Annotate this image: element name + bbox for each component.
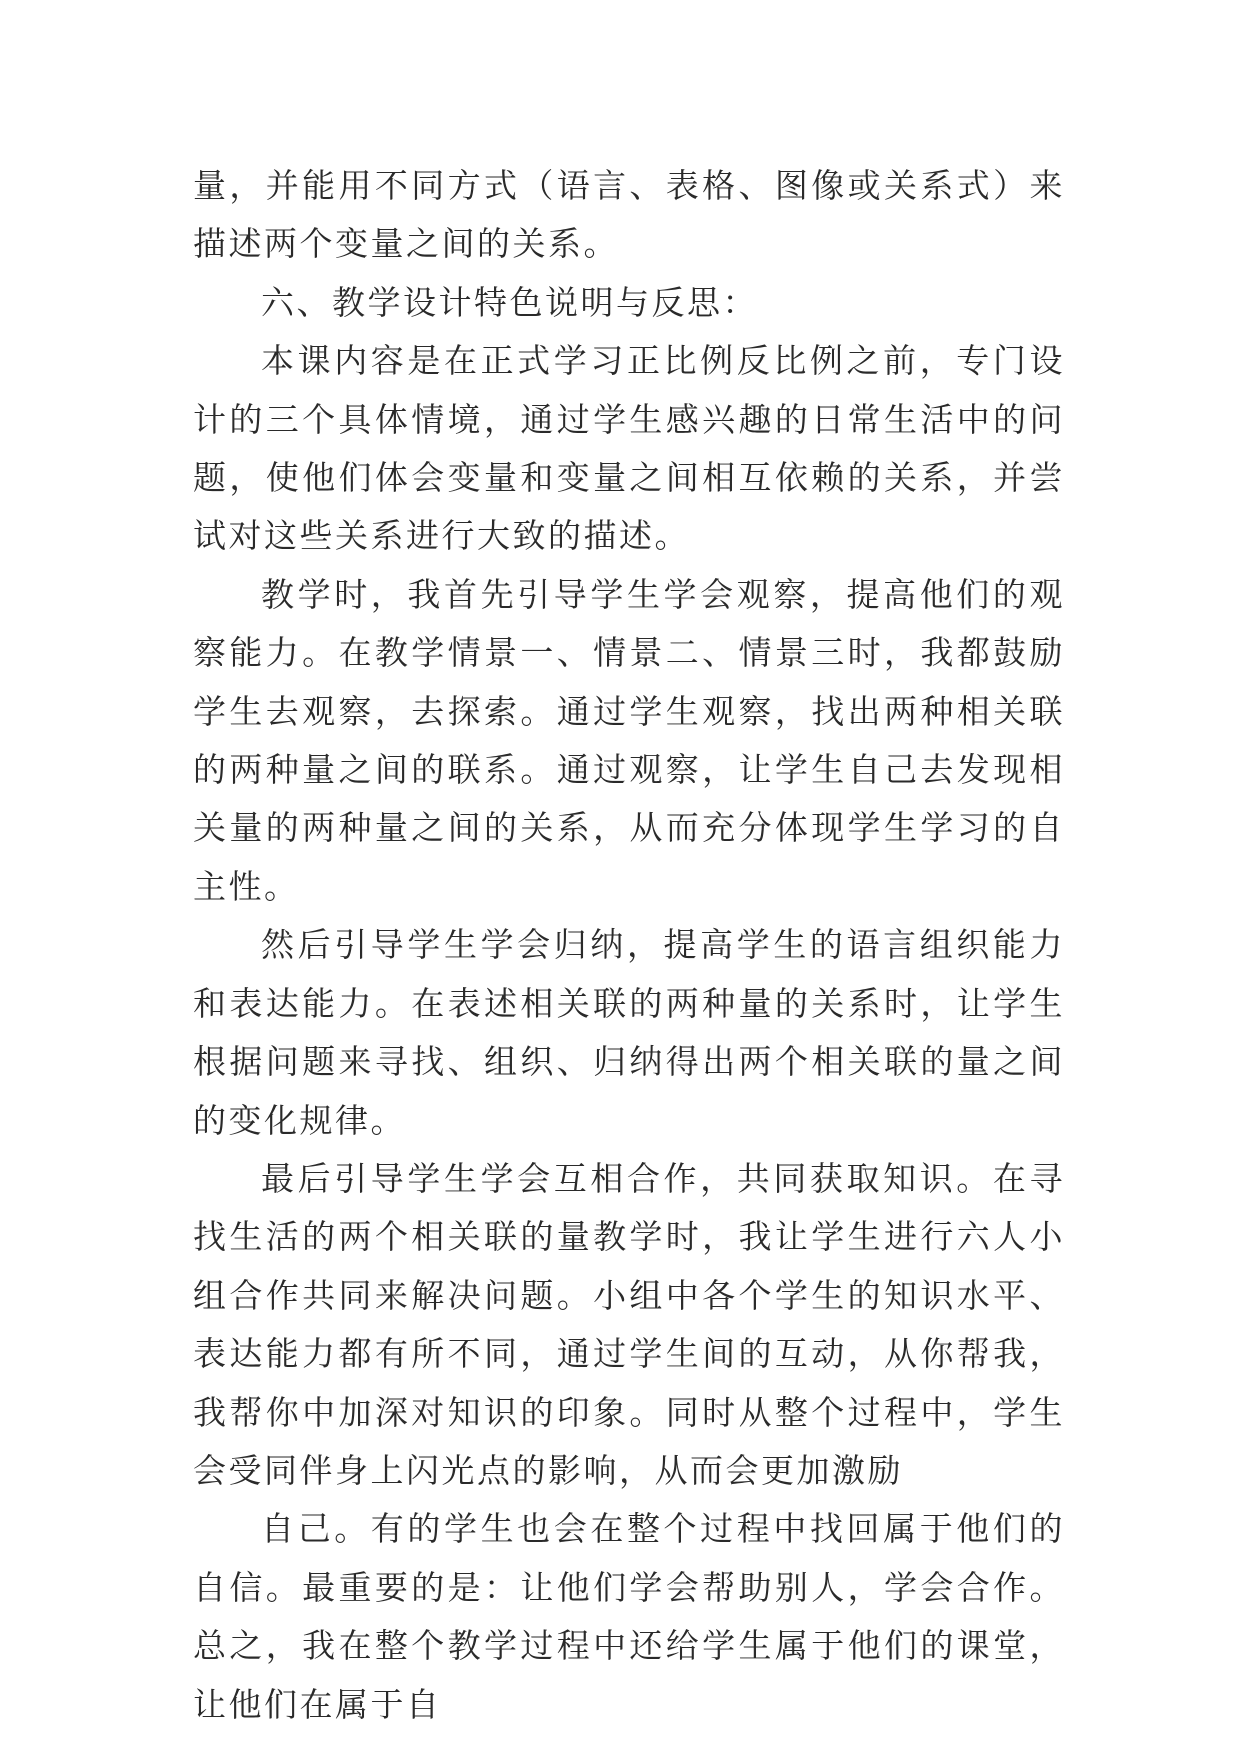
paragraph-intro: 本课内容是在正式学习正比例反比例之前，专门设计的三个具体情境，通过学生感兴趣的日常生活中的问题，使他们体会变量和变量之间相互依赖的关系，并尝试对这些关系进行大致的描述。 bbox=[193, 341, 1065, 556]
paragraph-observation: 教学时，我首先引导学生学会观察，提高他们的观察能力。在教学情景一、情景二、情景三时，我都鼓励学生去观察，去探索。通过学生观察，找出两种相关联的两种量之间的联系。通过观察，让学生自己去发现相关量的两种量之间的关系，从而充分体现学生学习的自主性。 bbox=[193, 574, 1065, 906]
section-heading: 六、教学设计特色说明与反思： bbox=[261, 282, 758, 322]
paragraph-induction: 然后引导学生学会归纳，提高学生的语言组织能力和表达能力。在表述相关联的两种量的关系时，让学生根据问题来寻找、组织、归纳得出两个相关联的量之间的变化规律。 bbox=[193, 925, 1065, 1140]
paragraph-conclusion: 自己。有的学生也会在整个过程中找回属于他们的自信。最重要的是：让他们学会帮助别人，学会合作。总之，我在整个教学过程中还给学生属于他们的课堂，让他们在属于自 bbox=[193, 1509, 1065, 1724]
paragraph-cooperation: 最后引导学生学会互相合作，共同获取知识。在寻找生活的两个相关联的量教学时，我让学生进行六人小组合作共同来解决问题。小组中各个学生的知识水平、表达能力都有所不同，通过学生间的互动，从你帮我，我帮你中加深对知识的印象。同时从整个过程中，学生会受同伴身上闪光点的影响，从而会更加激励 bbox=[193, 1158, 1065, 1490]
document-body bbox=[193, 157, 1065, 1734]
paragraph-continuation: 量，并能用不同方式（语言、表格、图像或关系式）来描述两个变量之间的关系。 bbox=[193, 166, 1065, 264]
